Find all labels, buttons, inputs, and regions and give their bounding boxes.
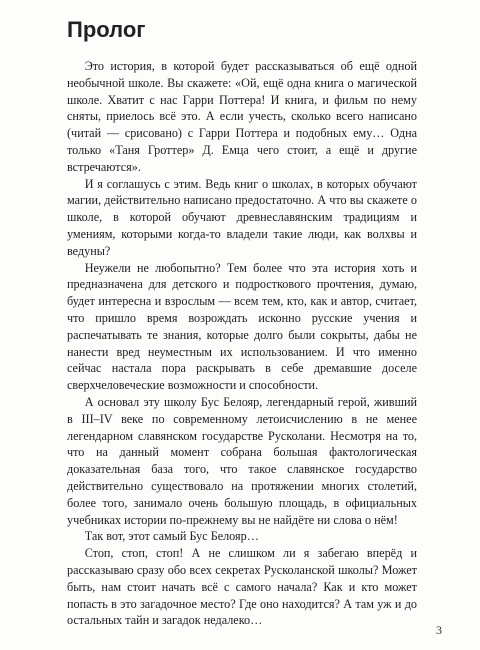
paragraph: Это история, в которой будет рассказываться об ещё одной необычной школе. Вы скажете: «Ой, ещё одна книга о магической школе. Хватит с нас Гарри Поттера! И книга, и фильм по нему сняты, приелось всё это. А если учесть, сколько всего написано (читай — срисовано) с Гарри Поттера и подобных ему… Одна только «Таня Гроттер» Д. Емца чего стоит, а ещё и другие встречаются». <box>67 59 417 174</box>
chapter-title: Пролог <box>67 17 146 42</box>
paragraph: Неужели не любопытно? Тем более что эта история хоть и предназначена для детского и подросткового прочтения, думаю, будет интересна и взрослым — всем тем, кто, как и автор, считает, что пришло время возрождать исконно русские учения и распечатывать те знания, которые долго были сокрыты, дабы не нанести вред неуместным их использованием. И что именно сейчас настала пора раскрывать в себе дремавшие доселе сверхчеловеческие возможности и способности. <box>67 260 417 393</box>
chapter-body <box>67 58 417 629</box>
paragraph: А основал эту школу Бус Белояр, легендарный герой, живший в III–IV веке по современному летоисчислению в не менее легендарном славянском государстве Русколани. Несмотря на то, что на данный момент собрана большая фактологическая доказательная база того, что такое славянское государство действительно существовало на протяжении многих столетий, более того, занимало очень большую площадь, в официальных учебниках истории по-прежнему вы не найдёте ни слова о нём! <box>67 394 417 527</box>
paragraph: И я соглашусь с этим. Ведь книг о школах, в которых обучают магии, действительно написано предостаточно. А что вы скажете о школе, в которой обучают древнеславянским традициям и умениям, которыми когда-то владели такие люди, как волхвы и ведуны? <box>67 176 417 258</box>
paragraph: Так вот, этот самый Бус Белояр… <box>84 529 259 544</box>
paragraph: Стоп, стоп, стоп! А не слишком ли я забегаю вперёд и рассказываю сразу обо всех секретах Русколанской школы? Может быть, нам стоит начать всё с самого начала? Как и кто может попасть в это загадочное место? Где оно находится? А там уж и до остальных тайн и загадок недалеко… <box>67 546 417 628</box>
page-number: 3 <box>436 623 442 637</box>
